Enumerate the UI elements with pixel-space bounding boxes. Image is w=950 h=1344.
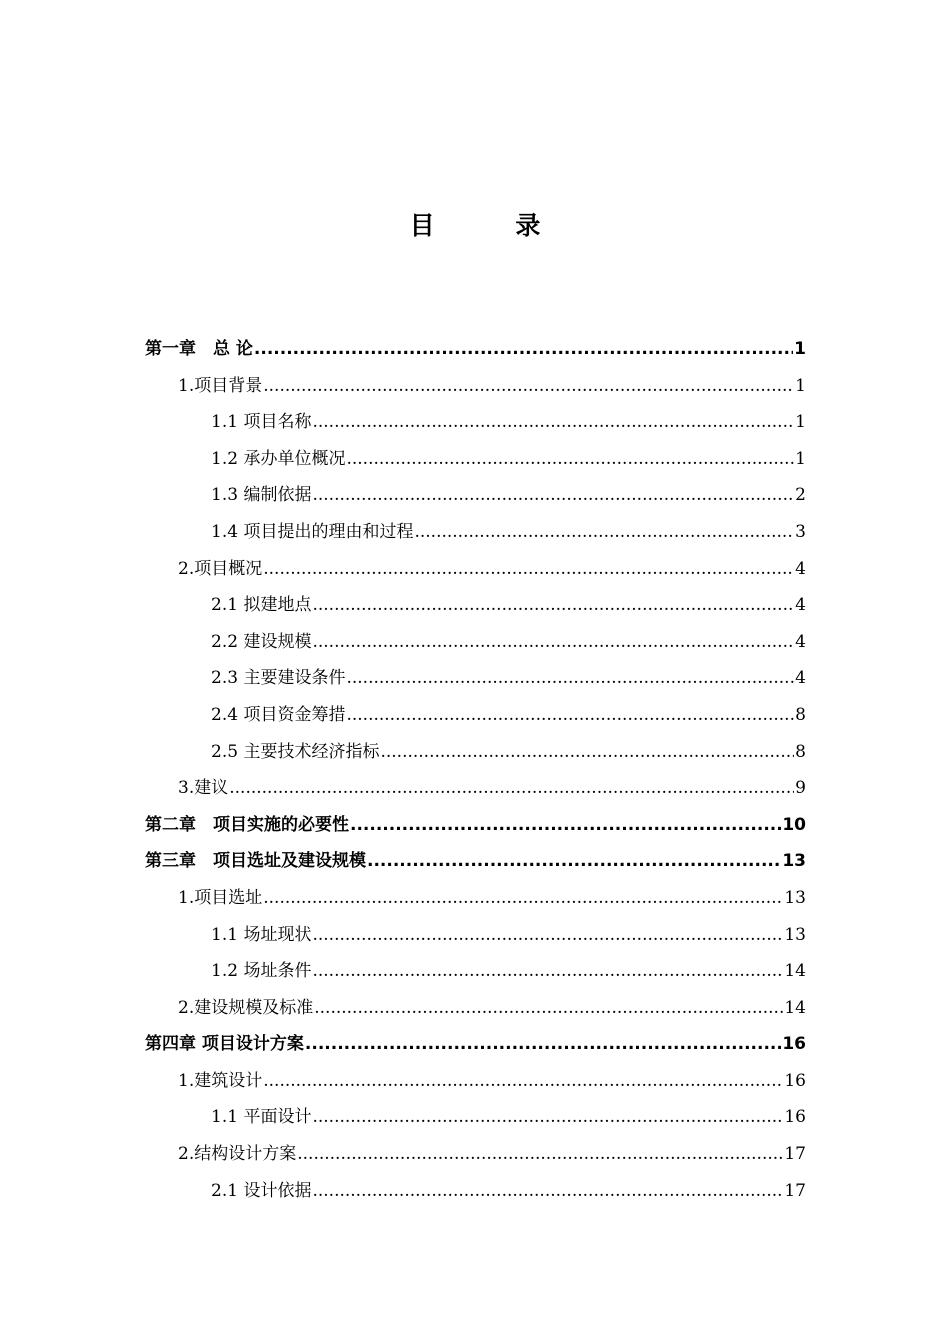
toc-dot-leader bbox=[312, 1099, 783, 1136]
toc-dot-leader bbox=[263, 880, 783, 917]
toc-entry[interactable] bbox=[145, 880, 806, 917]
toc-entry[interactable] bbox=[145, 770, 806, 807]
toc-entry-label: 第一章 总 论 bbox=[145, 339, 253, 359]
toc-dot-leader bbox=[350, 807, 781, 844]
toc-entry-page-number: 13 bbox=[782, 851, 806, 872]
toc-dot-leader bbox=[312, 587, 794, 624]
toc-entry-page-number: 4 bbox=[795, 668, 806, 689]
toc-dot-leader bbox=[312, 404, 794, 441]
toc-entry-label: 3.建议 bbox=[178, 778, 229, 799]
toc-entry-page-number: 9 bbox=[795, 778, 806, 799]
toc-entry-page-number: 16 bbox=[784, 1107, 806, 1128]
toc-entry-page-number: 3 bbox=[795, 521, 806, 542]
toc-dot-leader bbox=[312, 917, 783, 954]
toc-dot-leader bbox=[312, 953, 783, 990]
toc-entry[interactable] bbox=[145, 1026, 806, 1063]
toc-dot-leader bbox=[367, 843, 781, 880]
toc-dot-leader bbox=[254, 331, 793, 368]
toc-entry-page-number: 4 bbox=[795, 595, 806, 616]
toc-entry-label: 2.2 建设规模 bbox=[211, 631, 312, 652]
toc-dot-leader bbox=[229, 770, 794, 807]
toc-dot-leader bbox=[305, 1026, 781, 1063]
toc-entry-label: 2.1 拟建地点 bbox=[211, 595, 312, 616]
toc-dot-leader bbox=[312, 624, 794, 661]
toc-entry-label: 2.3 主要建设条件 bbox=[211, 668, 346, 689]
toc-entry-page-number: 13 bbox=[784, 887, 806, 908]
toc-dot-leader bbox=[312, 477, 794, 514]
toc-entry[interactable] bbox=[145, 1063, 806, 1100]
toc-entry-page-number: 14 bbox=[784, 997, 806, 1018]
toc-entry-page-number: 8 bbox=[795, 704, 806, 725]
toc-entry[interactable] bbox=[145, 331, 806, 368]
toc-entry-page-number: 10 bbox=[782, 814, 806, 835]
toc-entry[interactable] bbox=[145, 953, 806, 990]
toc-dot-leader bbox=[263, 368, 794, 405]
toc-dot-leader bbox=[346, 441, 794, 478]
toc-entry[interactable] bbox=[145, 368, 806, 405]
toc-entry-label: 2.结构设计方案 bbox=[178, 1144, 297, 1165]
toc-entry[interactable] bbox=[145, 477, 806, 514]
toc-entry-page-number: 16 bbox=[782, 1034, 806, 1055]
toc-entry-page-number: 14 bbox=[784, 961, 806, 982]
toc-entry-label: 第二章 项目实施的必要性 bbox=[145, 814, 349, 835]
toc-entry-page-number: 17 bbox=[784, 1144, 806, 1165]
toc-entry-label: 1.4 项目提出的理由和过程 bbox=[211, 521, 414, 542]
toc-entry[interactable] bbox=[145, 734, 806, 771]
toc-title: 目 录 bbox=[409, 211, 577, 240]
toc-entry-page-number: 13 bbox=[784, 924, 806, 945]
toc-entry-label: 第四章 项目设计方案 bbox=[145, 1034, 304, 1055]
toc-entry[interactable] bbox=[145, 587, 806, 624]
toc-entry-page-number: 8 bbox=[795, 741, 806, 762]
toc-entry-label: 1.1 场址现状 bbox=[211, 924, 312, 945]
toc-entry-label: 1.项目背景 bbox=[178, 375, 263, 396]
toc-entry-label: 1.1 项目名称 bbox=[211, 412, 312, 433]
toc-entry[interactable] bbox=[145, 1173, 806, 1210]
toc-entry-page-number: 2 bbox=[795, 485, 806, 506]
toc-dot-leader bbox=[263, 1063, 783, 1100]
toc-dot-leader bbox=[380, 734, 794, 771]
toc-entry[interactable] bbox=[145, 697, 806, 734]
toc-dot-leader bbox=[346, 697, 794, 734]
toc-entry-label: 2.1 设计依据 bbox=[211, 1180, 312, 1201]
toc-entry[interactable] bbox=[145, 551, 806, 588]
toc-entry-page-number: 1 bbox=[795, 375, 806, 396]
toc-entry[interactable] bbox=[145, 990, 806, 1027]
toc-entry[interactable] bbox=[145, 807, 806, 844]
toc-entry-page-number: 1 bbox=[794, 339, 806, 359]
toc-entry-page-number: 1 bbox=[795, 448, 806, 469]
toc-dot-leader bbox=[263, 551, 794, 588]
toc-entry-page-number: 16 bbox=[784, 1070, 806, 1091]
toc-dot-leader bbox=[314, 990, 783, 1027]
toc-entry[interactable] bbox=[145, 404, 806, 441]
toc-entry[interactable] bbox=[145, 843, 806, 880]
toc-entry-label: 2.4 项目资金筹措 bbox=[211, 704, 346, 725]
toc-entry-label: 2.项目概况 bbox=[178, 558, 263, 579]
toc-entry-label: 1.项目选址 bbox=[178, 887, 263, 908]
toc-entry[interactable] bbox=[145, 624, 806, 661]
toc-entry-page-number: 17 bbox=[784, 1180, 806, 1201]
toc-entry-label: 2.5 主要技术经济指标 bbox=[211, 741, 380, 762]
toc-entry-label: 1.2 场址条件 bbox=[211, 961, 312, 982]
toc-dot-leader bbox=[414, 514, 794, 551]
toc-entry-page-number: 4 bbox=[795, 558, 806, 579]
toc-entry[interactable] bbox=[145, 514, 806, 551]
toc-entry[interactable] bbox=[145, 917, 806, 954]
toc-entry-page-number: 1 bbox=[795, 412, 806, 433]
toc-dot-leader bbox=[346, 660, 794, 697]
toc-dot-leader bbox=[297, 1136, 783, 1173]
toc-entry[interactable] bbox=[145, 1099, 806, 1136]
toc-entry[interactable] bbox=[145, 1136, 806, 1173]
toc-entry-label: 第三章 项目选址及建设规模 bbox=[145, 851, 366, 872]
toc-entry-label: 1.1 平面设计 bbox=[211, 1107, 312, 1128]
toc-entry-label: 1.3 编制依据 bbox=[211, 485, 312, 506]
toc-entry-label: 1.2 承办单位概况 bbox=[211, 448, 346, 469]
table-of-contents bbox=[145, 331, 806, 1209]
toc-dot-leader bbox=[312, 1173, 783, 1210]
toc-entry[interactable] bbox=[145, 660, 806, 697]
toc-entry-label: 2.建设规模及标准 bbox=[178, 997, 314, 1018]
toc-entry-label: 1.建筑设计 bbox=[178, 1070, 263, 1091]
toc-entry-page-number: 4 bbox=[795, 631, 806, 652]
toc-entry[interactable] bbox=[145, 441, 806, 478]
